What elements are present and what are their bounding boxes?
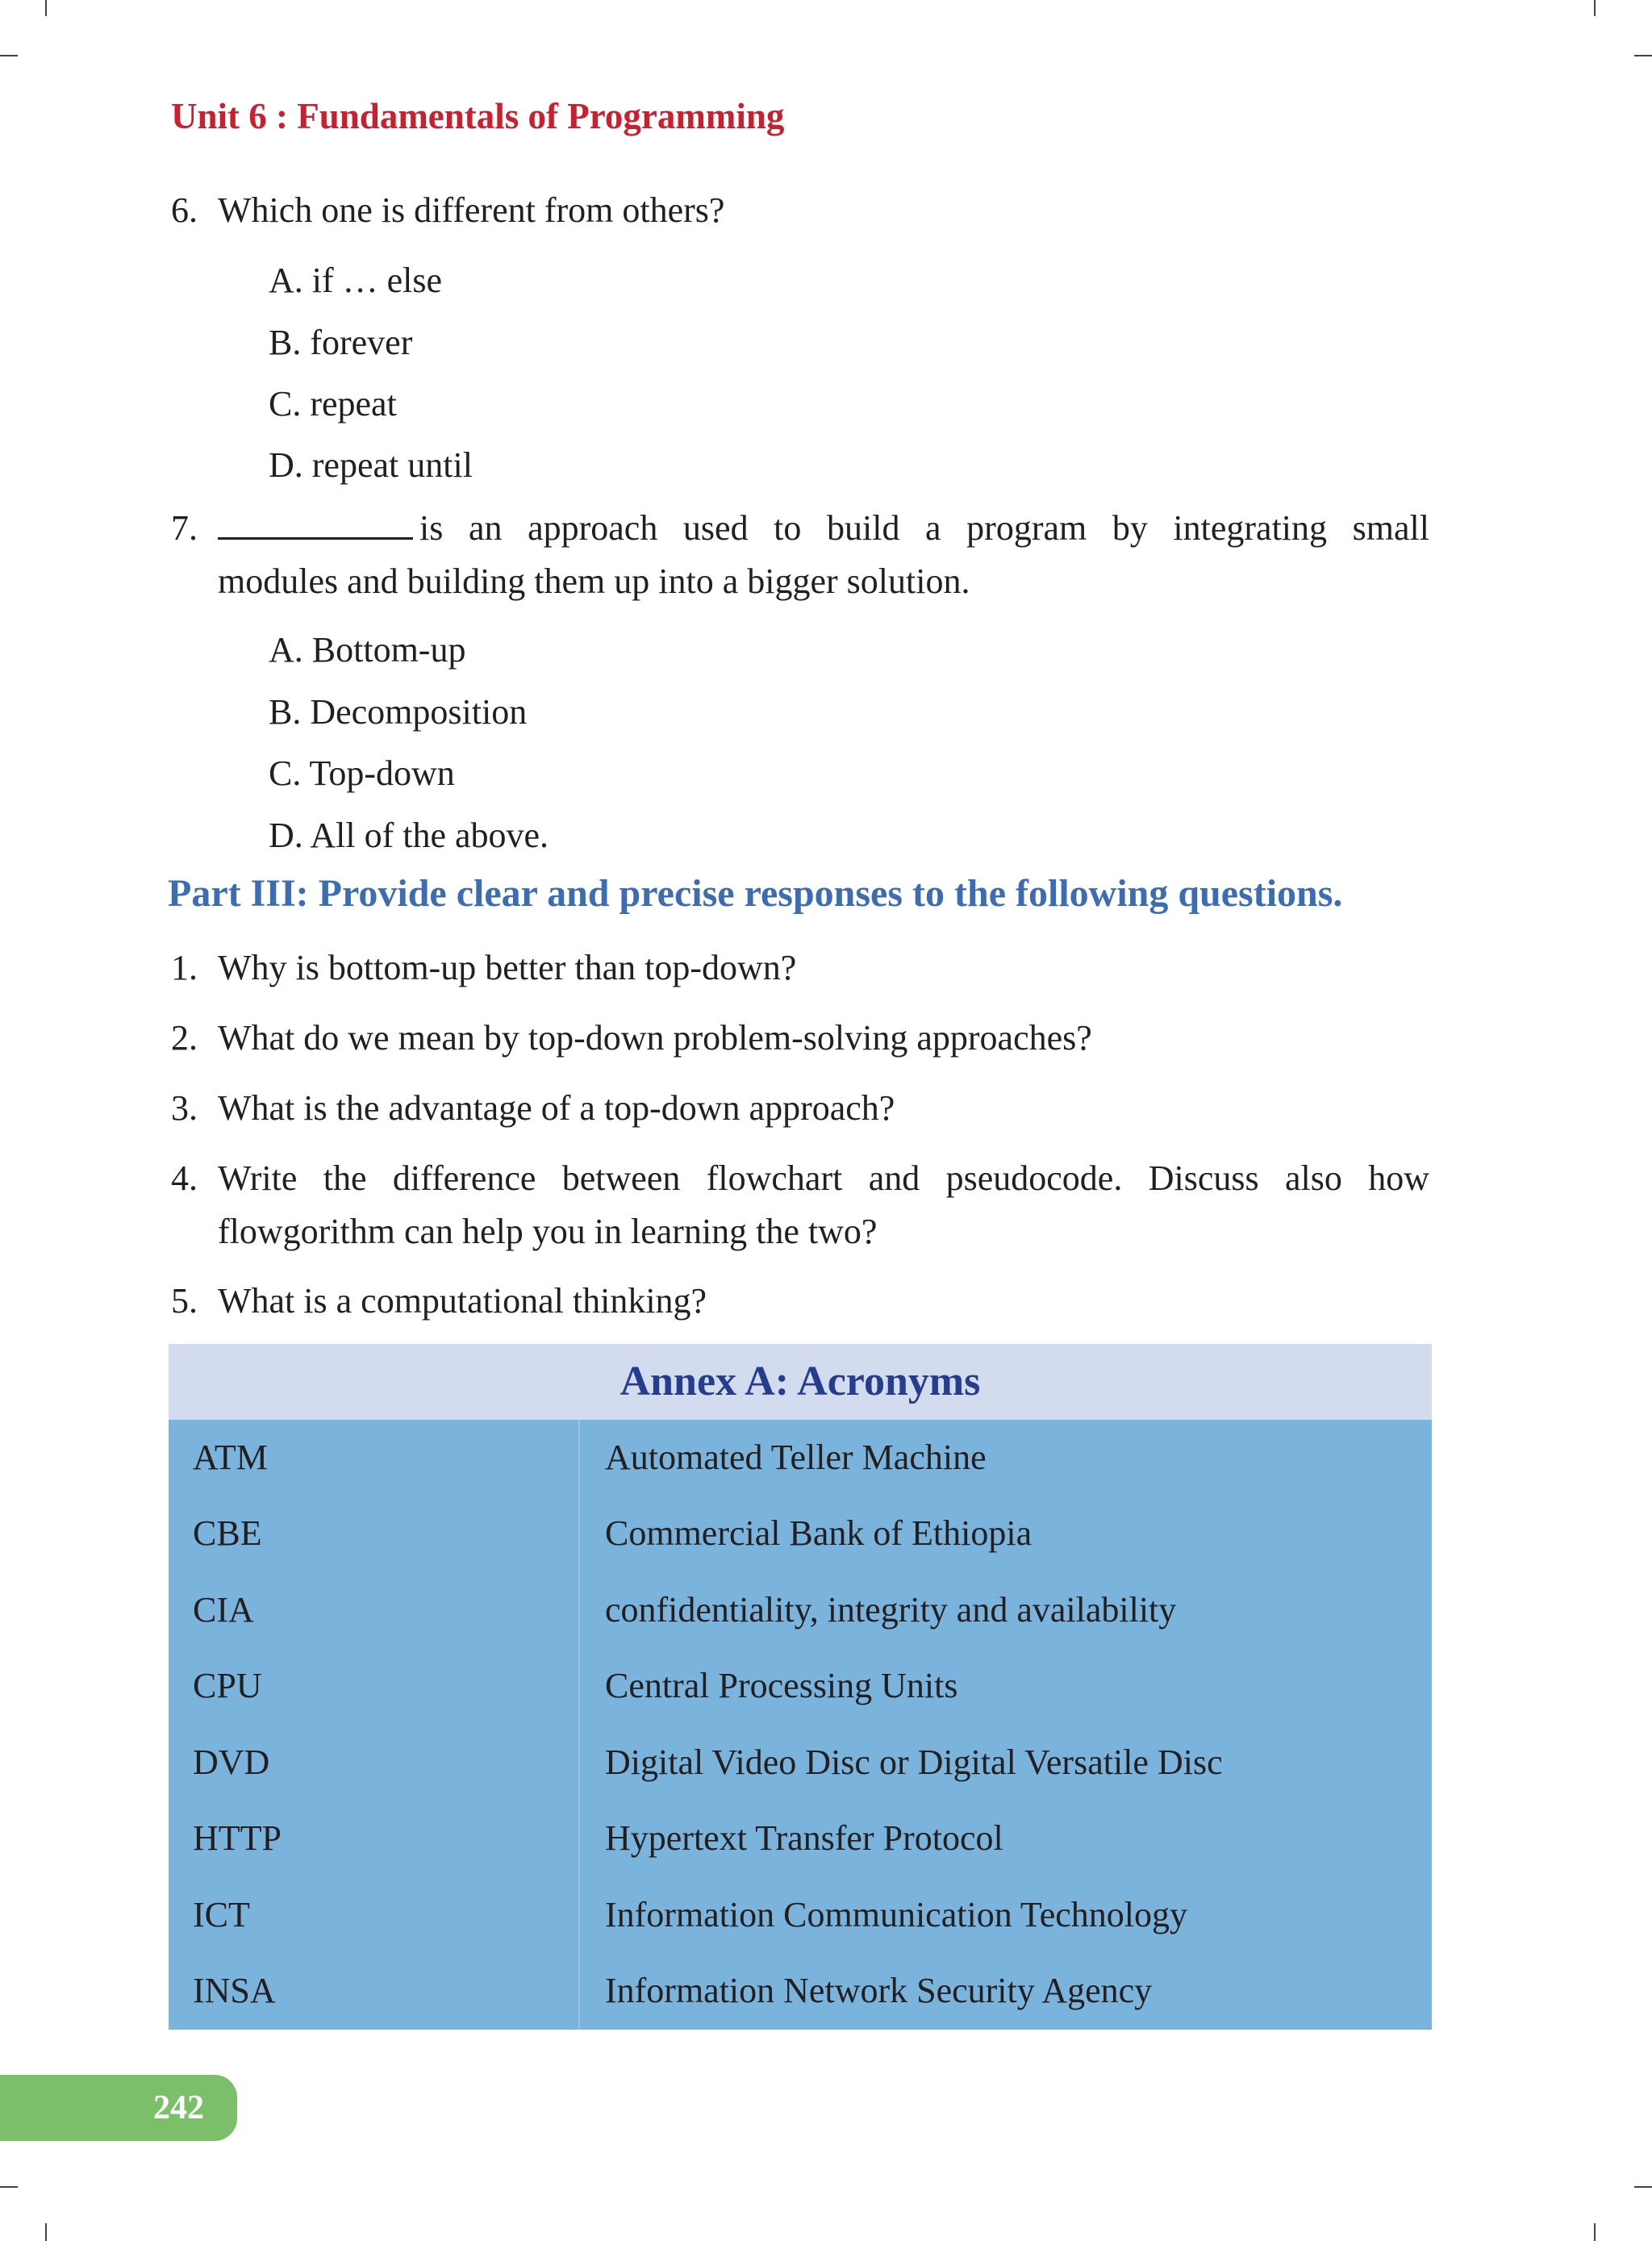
acronym: CBE: [193, 1513, 262, 1553]
word: a: [925, 508, 941, 548]
question-6: [171, 184, 724, 237]
table-row: [169, 1420, 1432, 1496]
part-3-question-3: [171, 1082, 1429, 1135]
word: is: [419, 508, 444, 548]
page-number: 242: [153, 2089, 204, 2126]
fill-in-blank: [218, 502, 413, 540]
acronym-meaning: Digital Video Disc or Digital Versatile Disc: [605, 1742, 1223, 1782]
question-number: 7.: [171, 508, 198, 548]
question-7-line2: modules and building them up into a bigger solution.: [218, 561, 970, 601]
crop-mark: [0, 2186, 18, 2188]
acronym: ATM: [193, 1438, 268, 1477]
word: integrating: [1173, 508, 1328, 548]
part-3-question-4: [171, 1152, 1429, 1258]
crop-mark: [1634, 55, 1652, 56]
acronym-meaning: Commercial Bank of Ethiopia: [605, 1513, 1032, 1553]
option-b: B. forever: [269, 323, 413, 362]
table-row: [169, 1648, 1432, 1724]
word: by: [1112, 508, 1148, 548]
question-7-lead: [171, 502, 443, 555]
part-3-question-5: [171, 1275, 1429, 1328]
acronym: DVD: [193, 1742, 270, 1782]
acronym-meaning: Hypertext Transfer Protocol: [605, 1818, 1003, 1858]
question-text: Why is bottom-up better than top-down?: [218, 948, 797, 987]
crop-mark: [0, 55, 18, 56]
acronym: CIA: [193, 1590, 254, 1630]
question-number: 3.: [171, 1088, 198, 1128]
word: an: [468, 508, 503, 548]
acronym-meaning: Information Communication Technology: [605, 1895, 1187, 1934]
part-3-question-2: [171, 1012, 1429, 1065]
table-row: [169, 1572, 1432, 1648]
question-text: What is a computational thinking?: [218, 1281, 707, 1321]
option-b: B. Decomposition: [269, 692, 528, 732]
part-3-heading: Part III: Provide clear and precise responses to the following questions.: [168, 872, 1343, 915]
crop-mark: [1594, 0, 1596, 16]
word: used: [682, 508, 749, 548]
part-3-question-1: [171, 941, 1429, 995]
word: program: [966, 508, 1087, 548]
acronym: INSA: [193, 1971, 276, 2010]
table-row: [169, 1496, 1432, 1571]
option-c: C. repeat: [269, 384, 397, 424]
acronym-meaning: Information Network Security Agency: [605, 1971, 1153, 2010]
table-row: [169, 1953, 1432, 2029]
table-row: [169, 1801, 1432, 1876]
question-text: Write the difference between flowchart and pseudocode. Discuss also how: [218, 1158, 1429, 1198]
crop-mark: [1594, 2223, 1596, 2241]
question-7: [171, 502, 1429, 608]
acronym-meaning: confidentiality, integrity and availability: [605, 1590, 1177, 1630]
table-row: [169, 1877, 1432, 1953]
word: build: [827, 508, 900, 548]
option-d: D. All of the above.: [269, 816, 549, 855]
acronym: HTTP: [193, 1818, 282, 1858]
question-number: 2.: [171, 1018, 198, 1058]
page-number-tab: [0, 2075, 237, 2141]
acronym-meaning: Automated Teller Machine: [605, 1438, 987, 1477]
question-number: 4.: [171, 1158, 198, 1198]
word: to: [774, 508, 802, 548]
acronym: CPU: [193, 1666, 262, 1705]
annex-acronyms-table: [169, 1344, 1432, 2030]
unit-title: Unit 6 : Fundamentals of Programming: [171, 96, 785, 136]
annex-body: [169, 1420, 1432, 2030]
annex-title: Annex A: Acronyms: [169, 1344, 1432, 1420]
word: approach: [528, 508, 658, 548]
acronym: ICT: [193, 1895, 250, 1934]
acronym-meaning: Central Processing Units: [605, 1666, 958, 1705]
word: small: [1352, 508, 1429, 548]
table-row: [169, 1725, 1432, 1801]
question-number: 1.: [171, 948, 198, 987]
question-4-line1: [171, 1152, 1429, 1205]
question-text: What is the advantage of a top-down approach?: [218, 1088, 895, 1128]
question-text: Which one is different from others?: [218, 190, 725, 230]
crop-mark: [45, 2223, 47, 2241]
option-a: A. if … else: [269, 261, 443, 300]
question-7-line1: [171, 502, 1429, 555]
option-d: D. repeat until: [269, 445, 473, 485]
question-number: 5.: [171, 1281, 198, 1321]
question-4-continuation: flowgorithm can help you in learning the two?: [218, 1212, 878, 1251]
option-a: A. Bottom-up: [269, 630, 466, 670]
question-text: What do we mean by top-down problem-solving approaches?: [218, 1018, 1092, 1058]
option-c: C. Top-down: [269, 753, 455, 793]
question-number: 6.: [171, 190, 198, 230]
crop-mark: [1634, 2186, 1652, 2188]
crop-mark: [45, 0, 47, 16]
